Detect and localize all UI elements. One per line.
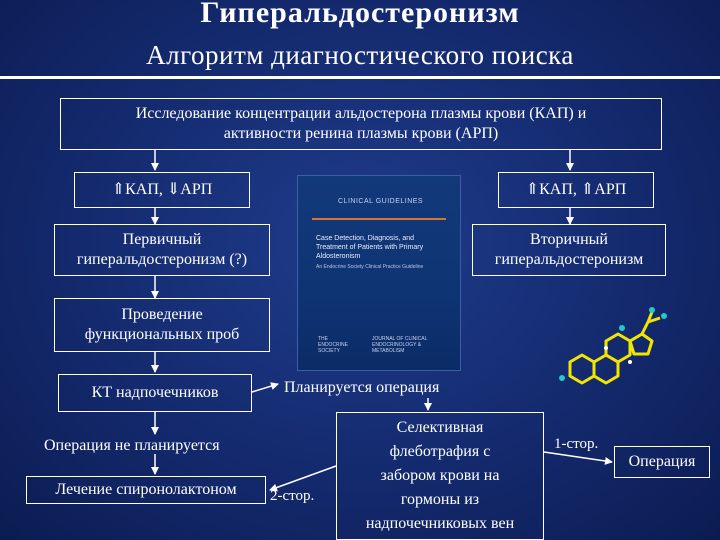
one-side-label: 1-стор.	[554, 436, 599, 452]
measure-line-2: активности ренина плазмы крови (АРП)	[223, 125, 499, 142]
cover-logo-journal: JOURNAL OF CLINICAL ENDOCRINOLOGY & METABOLISM	[372, 336, 428, 354]
operation-box	[614, 446, 710, 478]
measure-line-1: Исследование концентрации альдостерона плазмы крови (КАП) и	[135, 105, 587, 122]
venography-line-1: Селективная	[396, 419, 484, 436]
cover-subtitle: An Endocrine Society Clinical Practice Guideline	[316, 264, 424, 270]
ct-box	[58, 374, 252, 412]
primary-line-2: гиперальдостеронизм (?)	[76, 251, 248, 268]
ct-label: КТ надпочечников	[91, 384, 219, 401]
operation-label: Операция	[628, 453, 696, 470]
secondary-line-1: Вторичный	[530, 231, 608, 248]
arrow-one-side	[544, 452, 612, 462]
arrow-two-side	[270, 466, 336, 490]
low-renin-marker-box	[74, 172, 250, 208]
high-renin-marker: ⇑КАП, ⇑АРП	[525, 181, 627, 198]
venography-line-4: гормоны из	[400, 491, 480, 508]
tests-box	[54, 298, 270, 352]
surgery-planned-label: Планируется операция	[284, 379, 440, 396]
steroid-molecule-image	[556, 304, 676, 386]
cover-title: Case Detection, Diagnosis, and Treatment of Patients with Primary Aldosteronism	[316, 235, 424, 260]
venography-line-5: надпочечниковых вен	[365, 515, 515, 532]
spironolactone-box	[26, 476, 266, 504]
page-subtitle: Алгоритм диагностического поиска	[146, 40, 574, 70]
cover-rule	[312, 218, 446, 220]
guideline-cover-image	[297, 175, 461, 371]
tests-line-1: Проведение	[121, 306, 203, 323]
venography-line-3: забором крови на	[380, 467, 500, 484]
cover-series: CLINICAL GUIDELINES	[338, 198, 424, 205]
primary-box	[54, 224, 270, 276]
page-title: Гиперальдостеронизм	[200, 0, 520, 29]
secondary-line-2: гиперальдостеронизм	[494, 251, 644, 268]
high-renin-marker-box	[498, 172, 654, 208]
secondary-box	[472, 224, 666, 276]
tests-line-2: функциональных проб	[84, 326, 240, 343]
cover-logo-society: THE ENDOCRINE SOCIETY	[318, 336, 349, 354]
arrow-to-surgery-planned	[252, 384, 278, 392]
spironolactone-label: Лечение спиронолактоном	[55, 481, 237, 498]
primary-line-1: Первичный	[122, 231, 202, 248]
venography-line-2: флеботрафия с	[389, 443, 491, 460]
measure-box	[60, 98, 662, 150]
venography-box	[336, 412, 544, 540]
low-renin-marker: ⇑КАП, ⇓АРП	[111, 181, 213, 198]
no-surgery-label: Операция не планируется	[44, 437, 220, 454]
two-side-label: 2-стор.	[270, 488, 315, 504]
